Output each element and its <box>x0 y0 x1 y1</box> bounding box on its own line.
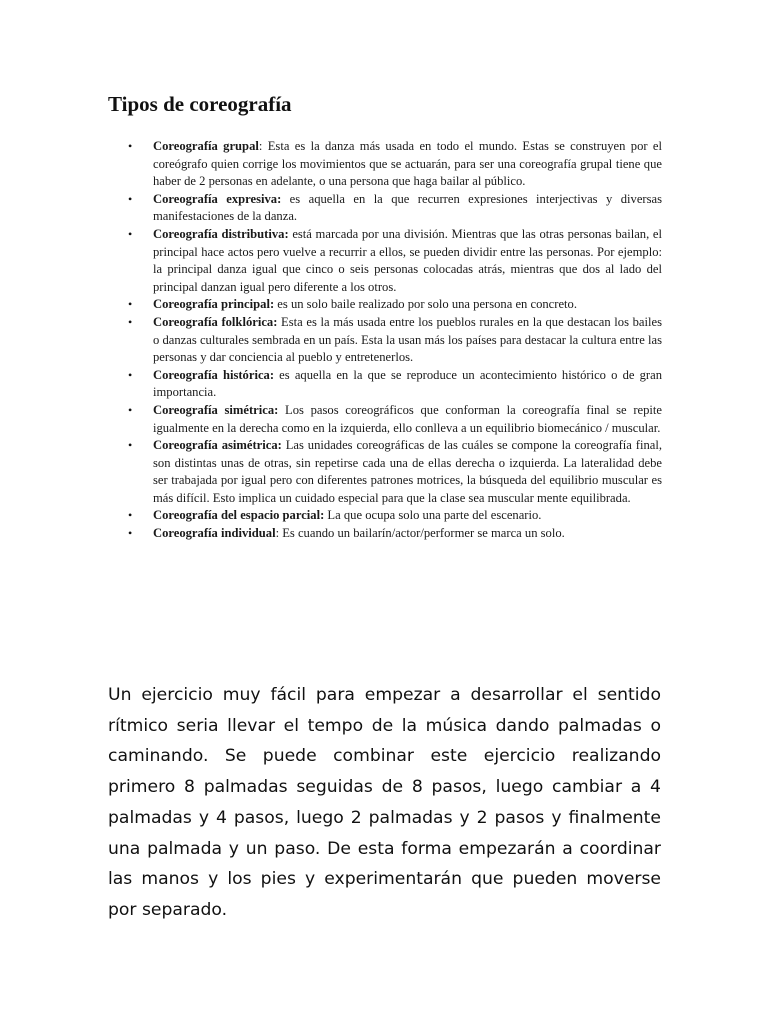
list-item <box>153 402 662 437</box>
list-item-term: Coreografía grupal <box>153 139 259 153</box>
list-item <box>153 138 662 191</box>
list-item-description: Esta es la más usada entre los pueblos rurales en la que destacan los bailes o danzas culturales sembrada en un país. Esta la usan más los países para destacar la cultura entre las personas y dar conciencia al pueblo y entretenerlos. <box>153 314 662 365</box>
list-item-description: Las unidades coreográficas de las cuáles se compone la coreografía final, son distintas unas de otras, sin repetirse cada una de ellas derecha o izquierda. La lateralidad debe ser trabajada por igual pero con diferentes patrones motrices, la búsqueda del equilibrio muscular es más difícil. Esto implica un cuidado especial para que la clase sea muscular mente equilibrada. <box>153 438 662 505</box>
list-item-description: : Esta es la danza más usada en todo el mundo. Estas se construyen por el coreógrafo quien corrige los movimientos que se actuarán, para ser una coreografía grupal tiene que haber de 2 personas en adelante, o una persona que haga bailar al público. <box>153 139 663 189</box>
list-item-term: Coreografía principal: <box>153 297 275 312</box>
list-item-term: Coreografía folklórica: <box>153 314 278 329</box>
list-item <box>153 191 662 226</box>
list-item-term: Coreografía del espacio parcial: <box>153 508 325 523</box>
list-item-term: Coreografía histórica: <box>153 367 275 382</box>
list-item <box>153 367 662 402</box>
list-item-term: Coreografía expresiva: <box>153 191 282 206</box>
list-item <box>153 525 662 543</box>
list-item-description: : Es cuando un bailarín/actor/performer se marca un solo. <box>275 526 565 541</box>
list-item-term: Coreografía distributiva: <box>153 226 289 241</box>
list-item-term: Coreografía asimétrica: <box>153 438 282 453</box>
list-item-description: es aquella en la que recurren expresiones interjectivas y diversas manifestaciones de la danza. <box>153 191 662 224</box>
list-item-description: está marcada por una división. Mientras que las otras personas bailan, el principal hace actos pero vuelve a recurrir a ellos, se pueden dividir entre las personas. Por ejemplo: la principal danza igual que cinco o seis personas colocadas atrás, mientras que dos al lado del principal danzan igual pero diferente a los otros. <box>153 226 662 294</box>
list-item <box>153 507 662 525</box>
list-item-term: Coreografía individual <box>153 526 276 541</box>
list-item-description: La que ocupa solo una parte del escenario. <box>324 508 542 523</box>
list-item <box>153 296 662 314</box>
list-item-description: es un solo baile realizado por solo una persona en concreto. <box>274 297 578 312</box>
list-item <box>153 314 662 367</box>
list-item-description: Los pasos coreográficos que conforman la coreografía final se repite igualmente en la derecha como en la izquierda, ello conlleva a un equilibrio biomecánico / muscular. <box>153 402 662 435</box>
section-heading: Tipos de coreografía <box>108 92 292 116</box>
choreography-types-list <box>153 138 662 543</box>
list-item <box>153 437 662 507</box>
list-item-description: es aquella en la que se reproduce un acontecimiento histórico o de gran importancia. <box>153 367 662 400</box>
list-item-term: Coreografía simétrica: <box>153 402 279 417</box>
list-item <box>153 226 662 296</box>
exercise-paragraph: Un ejercicio muy fácil para empezar a desarrollar el sentido rítmico seria llevar el tempo de la música dando palmadas o caminando. Se puede combinar este ejercicio realizando primero 8 palmadas seguidas de 8 pasos, luego cambiar a 4 palmadas y 4 pasos, luego 2 palmadas y 2 pasos y finalmente una palmada y un paso. De esta forma empezarán a coordinar las manos y los pies y experimentarán que pueden moverse por separado. <box>108 685 661 920</box>
